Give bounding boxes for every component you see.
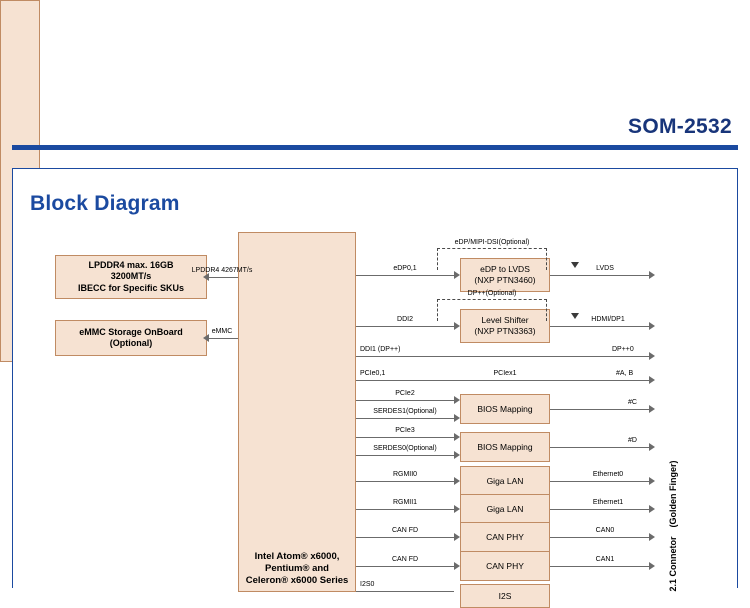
header-divider [12, 145, 738, 150]
lpddr-line-3: IBECC for Specific SKUs [77, 282, 185, 293]
ddi1-label: DDI1 (DP++) [360, 346, 401, 353]
lpddr-bus-label: LPDDR4 4267MT/s [191, 267, 253, 274]
connector-line-2: (Golden Finger) [668, 461, 679, 529]
pcie3-arrow [454, 433, 460, 441]
hash-d-arrow [649, 443, 655, 451]
rgmii0-arrow [454, 477, 460, 485]
lvds-label: LVDS [596, 265, 614, 272]
card-title: Block Diagram [30, 192, 180, 215]
canfd0-arrow [454, 533, 460, 541]
edge-connector-label [655, 232, 693, 592]
lvds-line [550, 275, 649, 276]
edp-mipi-dsi-optional-label: eDP/MIPI-DSI(Optional) [454, 239, 530, 246]
canfd0-line [356, 537, 454, 538]
can-phy-block-1: CAN PHY [460, 522, 550, 552]
hdmi-dp1-line [550, 326, 649, 327]
rgmii0-label: RGMII0 [392, 471, 418, 478]
serdes1-label: SERDES1(Optional) [373, 408, 437, 415]
emmc-bus-arrow [203, 334, 209, 342]
hdmi-dp1-label: HDMI/DP1 [591, 316, 625, 323]
rgmii1-label: RGMII1 [392, 499, 418, 506]
edp01-line [356, 275, 454, 276]
serdes1-arrow [454, 414, 460, 422]
edp-to-lvds-line-2: (NXP PTN3460) [474, 275, 536, 285]
edp-mipi-dsi-optional-outline [437, 248, 547, 270]
lpddr-bus-line [207, 277, 238, 278]
can0-line [550, 537, 649, 538]
can1-arrow [649, 562, 655, 570]
ethernet1-arrow [649, 505, 655, 513]
can0-label: CAN0 [595, 527, 615, 534]
ethernet1-label: Ethernet1 [592, 499, 624, 506]
ddi2-line [356, 326, 454, 327]
lvds-arrow [649, 271, 655, 279]
cpu-block [238, 232, 356, 592]
pcie3-line [356, 437, 454, 438]
hash-ab-label: #A, B [616, 370, 634, 377]
pcie2-line [356, 400, 454, 401]
canfd1-line [356, 566, 454, 567]
ethernet1-line [550, 509, 649, 510]
rgmii1-arrow [454, 505, 460, 513]
serdes0-line [356, 455, 454, 456]
lpddr4-memory-block [55, 255, 207, 299]
emmc-bus-line [207, 338, 238, 339]
can1-line [550, 566, 649, 567]
ethernet0-arrow [649, 477, 655, 485]
canfd1-arrow [454, 562, 460, 570]
level-shifter-line-1: Level Shifter [481, 315, 529, 326]
lpddr-line-1: LPDDR4 max. 16GB [88, 260, 174, 271]
edp01-arrow [454, 271, 460, 279]
i2s-block: I2S [460, 584, 550, 608]
canfd1-label: CAN FD [391, 556, 419, 563]
hash-d-line [550, 447, 649, 448]
rgmii1-line [356, 509, 454, 510]
ethernet0-label: Ethernet0 [592, 471, 624, 478]
edp-optional-down-arrow [571, 262, 579, 268]
i2s-line [356, 591, 454, 592]
ddi1-line [356, 356, 649, 357]
diagram-card [12, 168, 738, 588]
bios-mapping-block-2: BIOS Mapping [460, 432, 550, 462]
page-title: SOM-2532 [628, 115, 732, 138]
ethernet0-line [550, 481, 649, 482]
i2s-left-label: I2S0 [360, 581, 375, 588]
pcie3-label: PCIe3 [395, 427, 415, 434]
level-shifter-line-2: (NXP PTN3363) [474, 326, 536, 336]
lpddr-line-2: 3200MT/s [110, 271, 152, 282]
hash-d-label: #D [628, 437, 637, 444]
dpplusplus-optional-outline [437, 299, 547, 321]
serdes0-arrow [454, 451, 460, 459]
pcie2-label: PCIe2 [395, 390, 415, 397]
connector-line-1: 2.1 Connetor [668, 536, 679, 592]
hash-c-label: #C [628, 399, 637, 406]
canfd0-label: CAN FD [391, 527, 419, 534]
ddi2-label: DDI2 [397, 316, 413, 323]
giga-lan-block-2: Giga LAN [460, 494, 550, 524]
pciex1-label: PCIex1 [493, 370, 517, 377]
rgmii0-line [356, 481, 454, 482]
dpplusplus-optional-label: DP++(Optional) [467, 290, 517, 297]
ddi1-arrow [649, 352, 655, 360]
giga-lan-block-1: Giga LAN [460, 466, 550, 496]
emmc-bus-label: eMMC [211, 328, 233, 335]
can-phy-block-2: CAN PHY [460, 551, 550, 581]
dpp-optional-down-arrow [571, 313, 579, 319]
ddi2-arrow [454, 322, 460, 330]
hash-c-line [550, 409, 649, 410]
serdes0-label: SERDES0(Optional) [373, 445, 437, 452]
hdmi-dp1-arrow [649, 322, 655, 330]
cpu-line-3: Celeron® x6000 Series [245, 575, 349, 587]
emmc-line-1: eMMC Storage OnBoard [79, 326, 183, 337]
serdes1-line [356, 418, 454, 419]
can0-arrow [649, 533, 655, 541]
bios-mapping-block-1: BIOS Mapping [460, 394, 550, 424]
can1-label: CAN1 [595, 556, 615, 563]
lpddr-bus-arrow [203, 273, 209, 281]
cpu-line-2: Pentium® and [264, 563, 329, 575]
hash-c-arrow [649, 405, 655, 413]
pcie01-arrow [649, 376, 655, 384]
edp-to-lvds-line-1: eDP to LVDS [480, 264, 530, 275]
cpu-line-1: Intel Atom® x6000, [254, 551, 340, 563]
pcie2-arrow [454, 396, 460, 404]
pcie01-label: PCIe0,1 [360, 370, 386, 377]
emmc-line-2: (Optional) [109, 338, 153, 348]
pcie01-line [356, 380, 649, 381]
edp01-label: eDP0,1 [393, 265, 417, 272]
emmc-storage-block [55, 320, 207, 356]
dpp0-label: DP++0 [612, 346, 634, 353]
